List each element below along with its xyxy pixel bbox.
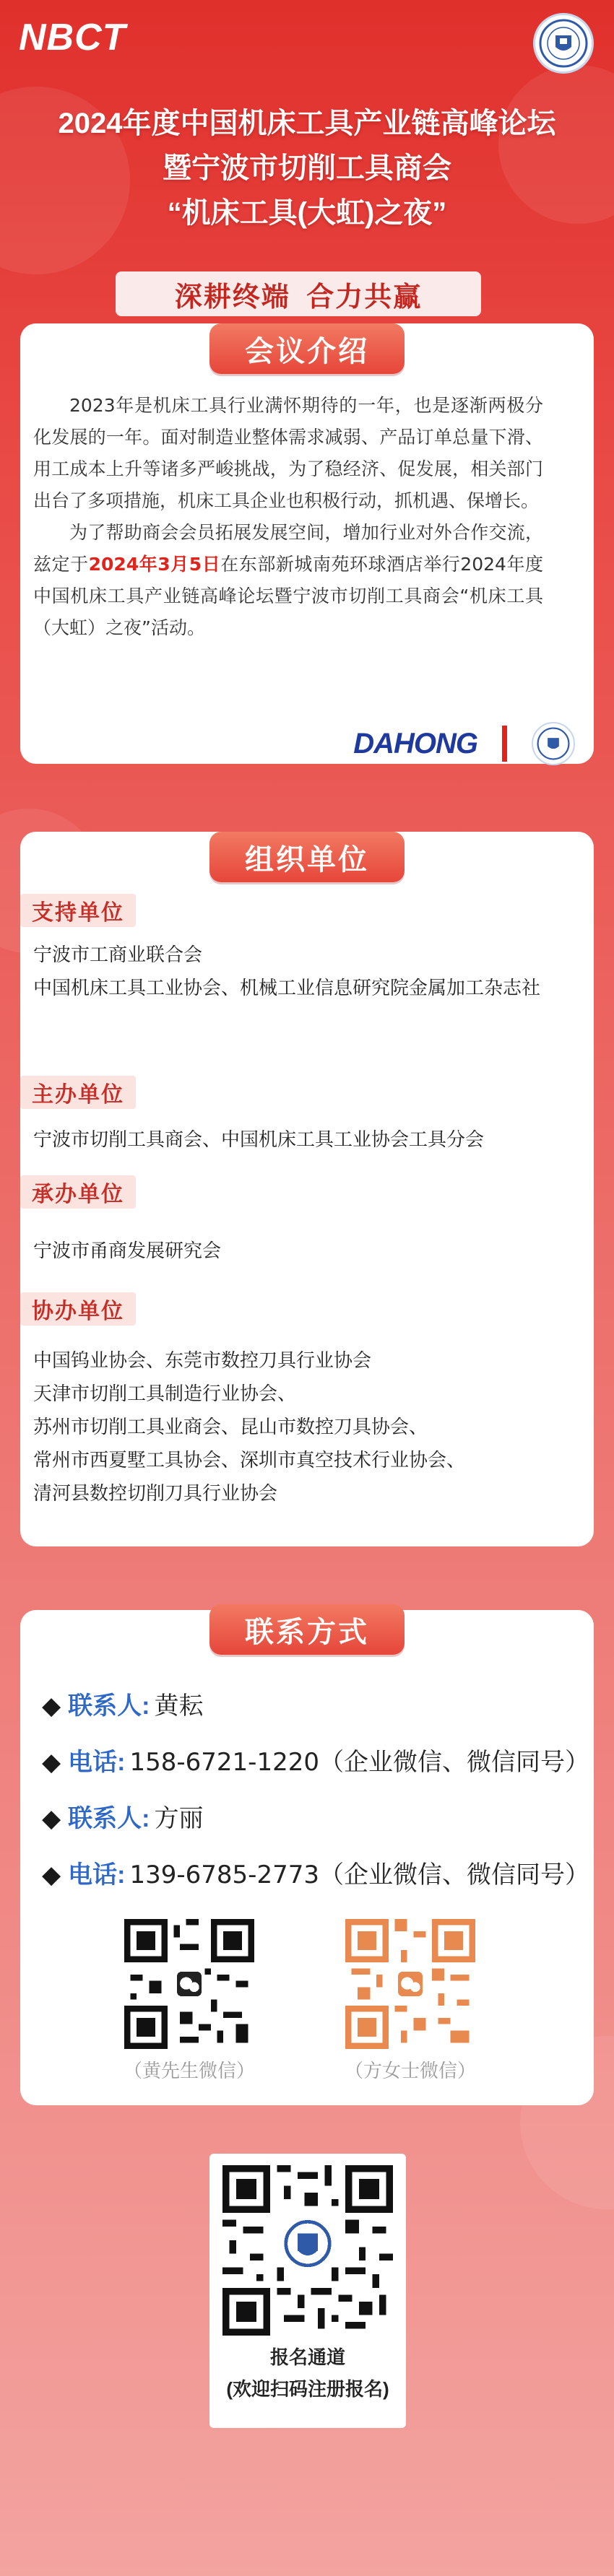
association-seal-icon bbox=[533, 13, 594, 74]
intro-heading: 会议介绍 bbox=[209, 323, 405, 374]
nbct-logo: NBCT bbox=[19, 17, 126, 58]
support-text: 宁波市工商业联合会 中国机床工具工业协会、机械工业信息研究院金属加工杂志社 bbox=[33, 944, 541, 999]
signup-qr-code[interactable] bbox=[222, 2165, 393, 2336]
host-label: 主办单位 bbox=[20, 1076, 136, 1109]
contact-value: 黄耘 bbox=[154, 1692, 204, 1720]
event-date: 2024年3月5日 bbox=[88, 554, 221, 575]
dahong-logo-text: DAHONG bbox=[353, 727, 477, 760]
contact-phone-2 bbox=[42, 1858, 589, 1892]
intro-body bbox=[33, 390, 543, 644]
slogan-bar bbox=[116, 271, 481, 316]
intro-paragraph-2-lead: 为了帮助商会会员拓展发展空间，增加行业对外合作交流，兹定于 bbox=[33, 522, 543, 575]
qr-caption-2: （方女士微信） bbox=[344, 2061, 476, 2082]
signup-card bbox=[209, 2154, 406, 2428]
contact-label: 联系人: bbox=[68, 1692, 150, 1720]
diamond-bullet-icon: ◆ bbox=[42, 1804, 61, 1833]
wechat-qr-code-1[interactable] bbox=[124, 1919, 254, 2049]
contact-label: 联系人: bbox=[68, 1805, 150, 1832]
organizer-text: 宁波市甬商发展研究会 bbox=[33, 1240, 222, 1262]
signup-title: 报名通道 bbox=[269, 2346, 345, 2368]
support-label: 支持单位 bbox=[20, 894, 136, 927]
wechat-qr-code-2[interactable] bbox=[345, 1919, 475, 2049]
host-text: 宁波市切削工具商会、中国机床工具工业协会工具分会 bbox=[33, 1129, 485, 1151]
diamond-bullet-icon: ◆ bbox=[42, 1861, 61, 1889]
organizer-label: 承办单位 bbox=[20, 1175, 136, 1209]
co-organizer-text: 中国钨业协会、东莞市数控刀具行业协会 天津市切削工具制造行业协会、 苏州市切削工具业商会、昆山市数控刀具协会、 常州市西夏墅工具协会、深圳市真空技术行业协会、 清河县数控切削刀具行业协会 bbox=[33, 1350, 466, 1505]
contact-label: 电话: bbox=[68, 1861, 126, 1889]
diamond-bullet-icon: ◆ bbox=[42, 1692, 61, 1720]
diamond-bullet-icon: ◆ bbox=[42, 1748, 61, 1777]
intro-paragraph-2-tail: 在东部新城南苑环球酒店举行2024年度中国机床工具产业链高峰论坛暨宁波市切削工具商会“机床工具（大虹）之夜”活动。 bbox=[33, 554, 543, 638]
phone-number[interactable]: 139-6785-2773（企业微信、微信同号） bbox=[129, 1861, 589, 1889]
contact-person-1 bbox=[42, 1689, 203, 1723]
association-seal-small-icon bbox=[532, 722, 575, 765]
phone-number[interactable]: 158-6721-1220（企业微信、微信同号） bbox=[129, 1748, 589, 1777]
dahong-logo bbox=[353, 728, 477, 760]
event-title bbox=[0, 101, 614, 235]
contact-label: 电话: bbox=[68, 1749, 126, 1776]
contact-value: 方丽 bbox=[154, 1804, 204, 1833]
slogan-text: 深耕终端 合力共赢 bbox=[174, 282, 423, 313]
title-line-3: “机床工具(大虹)之夜” bbox=[167, 197, 447, 229]
sponsor-logos bbox=[353, 722, 575, 765]
contact-person-2 bbox=[42, 1802, 203, 1835]
contact-heading: 联系方式 bbox=[209, 1604, 405, 1655]
contact-card bbox=[20, 1610, 594, 2105]
intro-paragraph-2 bbox=[33, 517, 543, 644]
signup-subtitle: (欢迎扫码注册报名) bbox=[226, 2378, 389, 2400]
org-heading: 组织单位 bbox=[209, 832, 405, 882]
title-line-1: 2024年度中国机床工具产业链高峰论坛 bbox=[58, 108, 556, 139]
title-line-2: 暨宁波市切削工具商会 bbox=[163, 152, 451, 184]
logo-divider bbox=[502, 726, 507, 762]
qr-caption-1: （黄先生微信） bbox=[123, 2061, 255, 2082]
contact-phone-1 bbox=[42, 1746, 589, 1779]
co-organizer-label: 协办单位 bbox=[20, 1292, 136, 1326]
intro-paragraph-1: 2023年是机床工具行业满怀期待的一年，也是逐渐两极分化发展的一年。面对制造业整体需求减弱、产品订单总量下滑、用工成本上升等诸多严峻挑战，为了稳经济、促发展，相关部门出台了多项措施，机床工具企业也积极行动，抓机遇、保增长。 bbox=[33, 395, 543, 511]
